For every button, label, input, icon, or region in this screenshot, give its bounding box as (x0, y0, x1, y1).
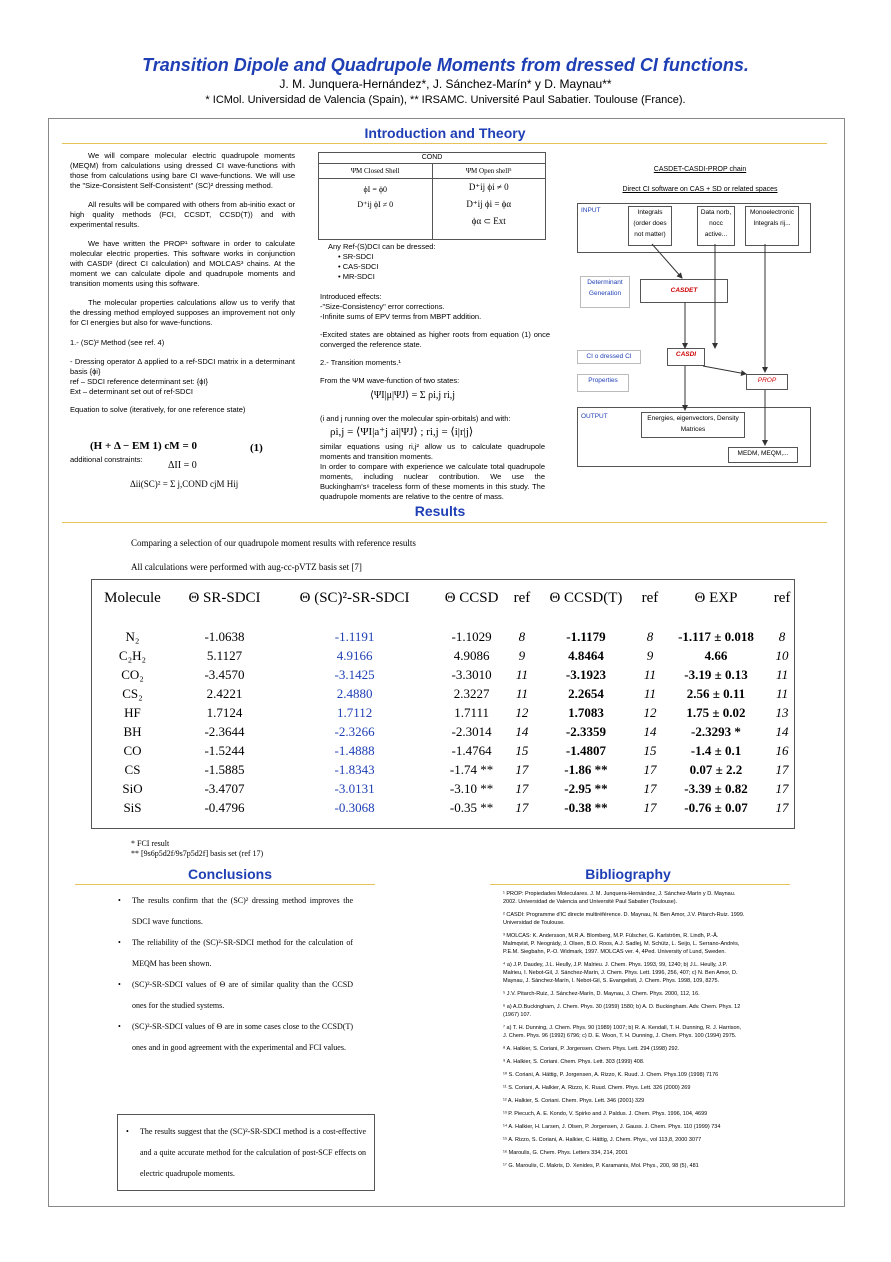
bibliography-item: ¹³ P. Piecuch, A. E. Kondo, V. Spirko and J. Paldus. J. Chem. Phys. 1996, 104, 4699 (503, 1111, 708, 1117)
table-cell: 15 (515, 742, 529, 758)
table-cell: 1.7083 (568, 704, 604, 720)
bibliography-item: ¹¹ S. Coriani, A. Halkier, A. Rizzo, K. Ruud. Chem. Phys. Lett. 326 (2000) 269 (503, 1085, 691, 1091)
bibliography-item: ¹⁵ A. Rizzo, S. Coriani, A. Halkier, C. Hättig, J. Chem. Phys., vol 113,8, 2000 3077 (503, 1137, 702, 1143)
from-wavefunction: From the ΨM wave-function of two states: (320, 376, 460, 385)
table-cell: 4.66 (704, 647, 728, 663)
results-table-box (91, 579, 795, 829)
cond-table (318, 152, 546, 240)
flow-properties: Properties (577, 374, 629, 392)
conclusion-item: • (SC)²-SR-SDCI values of Θ are of similar quality than the CCSD ones for the studied systems. (118, 980, 353, 1010)
table-cell: -2.3293 * (691, 723, 741, 739)
flow-casdet: CASDET (640, 279, 728, 303)
flow-integrals: Integrals (order does not matter) (628, 206, 672, 246)
table-cell: 17 (515, 780, 529, 796)
results-note-2: ** [9s6p5d2f/9s7p5d2f] basis set (ref 17) (131, 849, 264, 858)
table-cell: -0.76 ± 0.07 (684, 799, 748, 815)
table-cell: -0.4796 (204, 799, 245, 815)
table-cell: 17 (643, 780, 657, 796)
table-cell: 14 (643, 723, 657, 739)
table-cell: -3.3010 (451, 666, 492, 682)
bibliography-item: ² CASDI: Programme d'IC directe multiréférence. D. Maynau, N. Ben Amor, J.V. Pitarch-Ruiz. 1999. Universidad de Toulouse. (503, 912, 745, 926)
table-cell: 1.75 ± 0.02 (686, 704, 746, 720)
equation-1-number: (1) (250, 442, 263, 454)
table-cell: CS₂ (122, 685, 143, 701)
table-cell: 14 (775, 723, 789, 739)
intro-p1: We will compare molecular electric quadrupole moments (MEQM) from calculations using dressed CI wave-functions with those from calculations using bare CI wave-functions. We will use the "Size-Consistent Self-Consistent" (SC)² dressing method. (70, 151, 295, 190)
bibliography-heading: Bibliography (585, 866, 671, 882)
table-cell: -1.1029 (451, 628, 492, 644)
conclusions-summary: The results suggest that the (SC)²-SR-SDCI method is a cost-effective and a quite accurate method for the calculation of post-SCF effects on electric quadrupole moments. (140, 1127, 366, 1178)
table-cell: 2.4221 (206, 685, 243, 701)
cond-open-eq2: D⁺ij ϕi = ϕα (466, 199, 512, 209)
table-cell: 8 (646, 628, 654, 644)
cond-open-eq1: D⁺ij ϕi ≠ 0 (468, 182, 509, 192)
table-cell: -3.4570 (204, 666, 245, 682)
table-cell: 17 (643, 799, 657, 815)
authors: J. M. Junquera-Hernández*, J. Sánchez-Marín* y D. Maynau** (279, 77, 612, 91)
table-cell: 0.07 ± 2.2 (689, 761, 743, 777)
effect-1: -"Size-Consistency" error corrections. (320, 302, 445, 311)
table-cell: 12 (515, 704, 529, 720)
table-cell: -1.1191 (334, 628, 375, 644)
bibliography-item: ¹⁴ A. Halkier, H. Larsen, J. Olsen, P. Jorgensen, J. Gauss. J. Chem. Phys. 110 (1999) 734 (503, 1124, 721, 1130)
table-cell: 17 (515, 799, 529, 815)
table-cell: -3.10 ** (449, 780, 494, 796)
equation-1: (H + Δ − EM 1) cM = 0 (90, 440, 197, 452)
results-intro-1: Comparing a selection of our quadrupole moment results with reference results (131, 538, 416, 548)
flow-output-label: OUTPUT (581, 413, 608, 420)
table-cell: -2.3266 (334, 723, 375, 739)
affiliation: * ICMol. Universidad de Valencia (Spain), ** IRSAMC. Université Paul Sabatier. Toulouse (France). (205, 94, 686, 106)
bibliography-item: ¹⁶ Maroulis, G. Chem. Phys. Letters 334, 214, 2001 (503, 1150, 628, 1156)
bibliography-list (503, 890, 745, 1175)
results-header-cell: Θ CCSD (444, 590, 499, 606)
results-intro-2: All calculations were performed with aug-cc-pVTZ basis set [7] (131, 562, 362, 572)
equation-2: ΔII = 0 (168, 460, 197, 471)
table-row (92, 627, 794, 646)
cond-title: COND (319, 153, 545, 164)
results-table (92, 590, 794, 817)
conclusions-list (118, 890, 353, 1058)
results-header-cell: Θ (SC)²-SR-SDCI (299, 590, 410, 606)
table-cell: CS (124, 761, 141, 777)
table-cell: N₂ (125, 628, 140, 644)
similar-equations-note: similar equations using ri,j² allow us to calculate quadrupole moments and transition moments. (320, 442, 545, 461)
flow-det-generation: Determinant Generation (580, 276, 630, 308)
equation-4: ⟨ΨI|μ|ΨJ⟩ = Σ ρi,j ri,j (370, 390, 456, 401)
table-cell: 11 (643, 666, 656, 682)
table-cell: -2.3644 (204, 723, 245, 739)
table-cell: 8 (518, 628, 526, 644)
results-heading: Results (414, 503, 466, 519)
table-cell: -1.4807 (565, 742, 606, 758)
poster-title: Transition Dipole and Quadrupole Moments from dressed CI functions. (142, 55, 749, 75)
table-cell: 13 (775, 704, 789, 720)
bibliography-item: ¹² A. Halkier, S. Coriani. Chem. Phys. Lett. 346 (2001) 329 (503, 1098, 645, 1104)
flow-casdi: CASDI (667, 348, 705, 366)
table-cell: 12 (643, 704, 657, 720)
table-cell: CO (123, 742, 142, 758)
method-operator: - Dressing operator Δ applied to a ref-SDCI matrix in a determinant basis {ϕi} (70, 357, 295, 376)
flow-subtitle: Direct CI software on CAS + SD or related spaces (622, 186, 778, 193)
table-cell: 11 (776, 666, 789, 682)
results-header-cell: Θ CCSD(T) (549, 590, 623, 606)
results-header-cell: Θ SR-SDCI (188, 590, 261, 606)
table-cell: SiS (123, 799, 142, 815)
results-header-row (92, 590, 794, 627)
bibliography-item: ⁸ A. Halkier, S. Coriani, P. Jorgensen. Chem. Phys. Lett. 294 (1998) 292. (503, 1046, 680, 1052)
results-divider (62, 522, 827, 523)
table-cell: 17 (515, 761, 529, 777)
bibliography-divider (490, 884, 790, 885)
cond-col-closed: ΨM Closed Shell (319, 164, 433, 178)
cond-closed-eq1: ϕI = ϕ0 (363, 185, 388, 194)
table-cell: -1.117 ± 0.018 (678, 628, 754, 644)
method-title: 1.- (SC)² Method (see ref. 4) (70, 338, 165, 347)
results-header-cell: ref (513, 590, 531, 606)
table-row (92, 665, 794, 684)
table-cell: 17 (775, 780, 789, 796)
flow-ci-dressed: CI o dressed CI (577, 350, 641, 364)
transition-moments-title: 2.- Transition moments.¹ (320, 358, 401, 367)
table-cell: 11 (515, 685, 528, 701)
table-cell: 2.2654 (568, 685, 604, 701)
table-cell: 11 (776, 685, 789, 701)
method-list-item: • CAS-SDCI (338, 262, 379, 271)
bibliography-item: ⁵ J.V. Pitarch-Ruiz, J. Sánchez-Marín, D. Maynau, J. Chem. Phys. 2000, 112, 16. (503, 991, 700, 997)
flow-prop: PROP (746, 374, 788, 390)
table-cell: 17 (775, 761, 789, 777)
flow-data: Data norb, nocc active... (697, 206, 735, 246)
table-cell: -1.1179 (566, 628, 606, 644)
table-row (92, 722, 794, 741)
table-cell: 4.9086 (453, 647, 490, 663)
table-cell: 4.9166 (336, 647, 373, 663)
conclusions-divider (75, 884, 375, 885)
table-cell: 10 (775, 647, 789, 663)
table-row (92, 760, 794, 779)
results-header-cell: Molecule (104, 590, 161, 606)
bibliography-item: ⁹ A. Halkier, S. Coriani. Chem. Phys. Lett. 303 (1999) 408. (503, 1059, 645, 1065)
table-cell: 9 (518, 647, 526, 663)
table-cell: 1.7112 (336, 704, 373, 720)
table-cell: -3.19 ± 0.13 (684, 666, 748, 682)
table-cell: 17 (643, 761, 657, 777)
table-row (92, 779, 794, 798)
results-header-cell: Θ EXP (694, 590, 738, 606)
results-note-1: * FCI result (131, 839, 170, 848)
table-cell: -3.39 ± 0.82 (684, 780, 748, 796)
table-cell: 1.7124 (206, 704, 243, 720)
table-row (92, 703, 794, 722)
bibliography-item: ⁴ a) J.P. Daudey, J.L. Heully, J.P. Malrieu. J. Chem. Phys. 1993, 99, 1240; b) J.L. Heully, J.P. Malrieu, I. Nebot-Gil, J. Sánchez-Marín, J. Chem. Phys. Lett. 1996, 256, 407; c) N. Ben Amor, D. Maynau, J. Sánchez-Marín, I. Nebot-Gil, S. Evangelisti, J. Chem. Phys. 1998, 109, 8275. (503, 962, 738, 984)
table-cell: -1.4888 (334, 742, 375, 758)
flow-energies: Energies, eigenvectors, Density Matrices (641, 412, 745, 438)
table-cell: -1.4764 (451, 742, 492, 758)
table-cell: 11 (643, 685, 656, 701)
effects-title: Introduced effects: (320, 292, 382, 301)
table-cell: -2.3014 (451, 723, 492, 739)
cond-closed-eq2: D⁺ij ϕI ≠ 0 (357, 200, 394, 209)
cond-col-open: ΨM Open shell⁵ (465, 167, 512, 175)
flow-arrows (570, 240, 820, 470)
constraints-label: additional constraints: (70, 455, 143, 464)
intro-heading: Introduction and Theory (364, 125, 526, 141)
table-cell: 9 (646, 647, 654, 663)
table-cell: SiO (122, 780, 143, 796)
results-body (92, 627, 794, 817)
table-row (92, 798, 794, 817)
table-cell: 2.3227 (453, 685, 490, 701)
table-cell: 14 (515, 723, 529, 739)
table-cell: 16 (775, 742, 789, 758)
flow-mono-integrals: Monoelectronic Integrals rij... (745, 206, 799, 246)
table-cell: -3.4707 (204, 780, 245, 796)
method-equation-intro: Equation to solve (iteratively, for one reference state) (70, 405, 246, 414)
table-cell: -1.5244 (204, 742, 245, 758)
table-cell: -0.38 ** (564, 799, 608, 815)
comparison-note: In order to compare with experience we calculate total quadrupole moments, including nuclear contribution. We use the Buckingham's⁶ traceless form of these moments in this study. The quadrupole moments are relative to the centre of mass. (320, 462, 545, 501)
equation-3: Δii(SC)² = Σ j,COND cjM Hij (130, 479, 239, 489)
table-row (92, 646, 794, 665)
table-cell: 1.7111 (454, 704, 489, 720)
excited-states-note: -Excited states are obtained as higher roots from equation (1) once converged the reference state. (320, 330, 550, 349)
table-cell: -1.4 ± 0.1 (690, 742, 742, 758)
table-cell: 11 (515, 666, 528, 682)
table-cell: BH (123, 723, 142, 739)
conclusion-item: • The reliability of the (SC)²-SR-SDCI method for the calculation of MEQM has been shown. (118, 938, 353, 968)
intro-p4: The molecular properties calculations allow us to verify that the dressing method employed supposes an improvement not only for CI energies but also for wave-functions. (70, 298, 295, 327)
table-cell: 2.4880 (336, 685, 373, 701)
anyref-label: Any Ref-(S)DCI can be dressed: (328, 242, 436, 251)
table-cell: -3.1923 (565, 666, 606, 682)
bibliography-item: ¹⁷ G. Maroulis, C. Makris, D. Xenides, P. Karamanis, Mol. Phys., 200, 98 (5), 481 (503, 1163, 699, 1169)
conclusions-heading: Conclusions (187, 866, 272, 882)
running-note: (i and j running over the molecular spin-orbitals) and with: (320, 414, 511, 423)
method-list-item: • MR-SDCI (338, 272, 375, 281)
table-cell: -0.3068 (334, 799, 375, 815)
table-cell: HF (124, 704, 141, 720)
table-cell: -0.35 ** (449, 799, 494, 815)
intro-column (70, 151, 295, 415)
flow-title: CASDET-CASDI-PROP chain (653, 166, 747, 173)
cond-notes (320, 242, 550, 386)
equation-5: ρi,j = ⟨ΨI|a⁺j ai|ΨJ⟩ ; ri,j = ⟨i|r|j⟩ (330, 426, 474, 438)
effect-2: -Infinite sums of EPV terms from MBPT addition. (320, 312, 482, 321)
bibliography-item: ¹ PROP: Propiedades Moleculares. J. M. Junquera-Hernández, J. Sánchez-Marín y D. Maynau. 2002. Universidad de Valencia and Université Paul Sabatier (Toulouse). (503, 891, 736, 905)
method-ext: Ext – determinant set out of ref-SDCI (70, 387, 193, 396)
intro-p2: All results will be compared with others from ab-initio exact or high quality methods (FCI, CCSDT, CCSD(T)) and with experimental results. (70, 200, 295, 229)
bibliography-item: ¹⁰ S. Coriani, A. Hättig, P. Jorgensen, A. Rizzo, K. Ruud. J. Chem. Phys.109 (1998) 7176 (503, 1072, 719, 1078)
intro-p3: We have written the PROP¹ software in order to calculate molecular electric properties. This software works in conjunction with CASDI² (direct CI calculation) and MOLCAS³ chains. At the moment we can calculate dipole and quadrupole moments and transition moments using this software. (70, 239, 295, 288)
table-cell: -1.5885 (204, 761, 245, 777)
table-cell: -1.74 ** (449, 761, 494, 777)
table-cell: 17 (775, 799, 789, 815)
conclusions-summary-box: • The results suggest that the (SC)²-SR-SDCI method is a cost-effective and a quite accurate method for the calculation of post-SCF effects on electric quadrupole moments. (117, 1114, 375, 1191)
bibliography-item: ³ MOLCAS: K. Andersson, M.R.A. Blomberg, M.P. Fülscher, G. Karlström, R. Lindh, P.-Å. Malmqvist, P. Neogrády, J. Olsen, B.O. Roos, A.J. Sadlej, M. Schütz, L. Seijo, L. Serrano-Andrés, P.E.M. Siegbahn, P.-O. Widmark, 1997. MOLCAS ver. 4, 4Ped. University of Lund, Sweden. (503, 933, 740, 955)
table-cell: 4.8464 (568, 647, 604, 663)
flow-input-label: INPUT (581, 207, 601, 214)
conclusion-item: • (SC)²-SR-SDCI values of Θ are in some cases close to the CCSD(T) ones and in good agreement with the experimental and FCI values. (118, 1022, 353, 1052)
results-header-cell: ref (641, 590, 659, 606)
table-cell: -3.1425 (334, 666, 375, 682)
table-cell: 8 (778, 628, 786, 644)
intro-divider (62, 143, 827, 144)
table-cell: -2.95 ** (564, 780, 608, 796)
table-row (92, 741, 794, 760)
table-row (92, 684, 794, 703)
table-cell: CO₂ (121, 666, 144, 682)
table-cell: -1.86 ** (564, 761, 608, 777)
results-header-cell: ref (773, 590, 791, 606)
table-cell: 2.56 ± 0.11 (686, 685, 746, 701)
table-cell: 15 (643, 742, 657, 758)
bibliography-item: ⁶ a) A.D.Buckingham, J. Chem. Phys. 30 (1959) 1580; b) A. D. Buckingham. Adv. Chem. Phys. 12 (1967) 107. (503, 1004, 741, 1018)
method-ref: ref – SDCI reference determinant set: {ϕI} (70, 377, 209, 386)
conclusion-item: • The results confirm that the (SC)² dressing method improves the SDCI wave functions. (118, 896, 353, 926)
method-list-item: • SR-SDCI (338, 252, 374, 261)
flow-medm: MEDM, MEQM,... (728, 447, 798, 463)
table-cell: -1.8343 (334, 761, 375, 777)
table-cell: -3.0131 (334, 780, 375, 796)
bibliography-item: ⁷ a) T. H. Dunning, J. Chem. Phys. 90 (1989) 1007; b) R. A. Kendall, T. H. Dunning, R. J. Harrison, J. Chem. Phys. 96 (1992) 6796; c) D. E. Woon, T. H. Dunning, J. Chem. Phys. 100 (1994) 2975. (503, 1025, 742, 1039)
table-cell: 5.1127 (206, 647, 243, 663)
table-cell: -1.0638 (204, 628, 245, 644)
cond-open-eq3: ϕα ⊂ Ext (471, 216, 506, 226)
table-cell: -2.3359 (565, 723, 606, 739)
table-cell: C₂H₂ (118, 647, 147, 663)
